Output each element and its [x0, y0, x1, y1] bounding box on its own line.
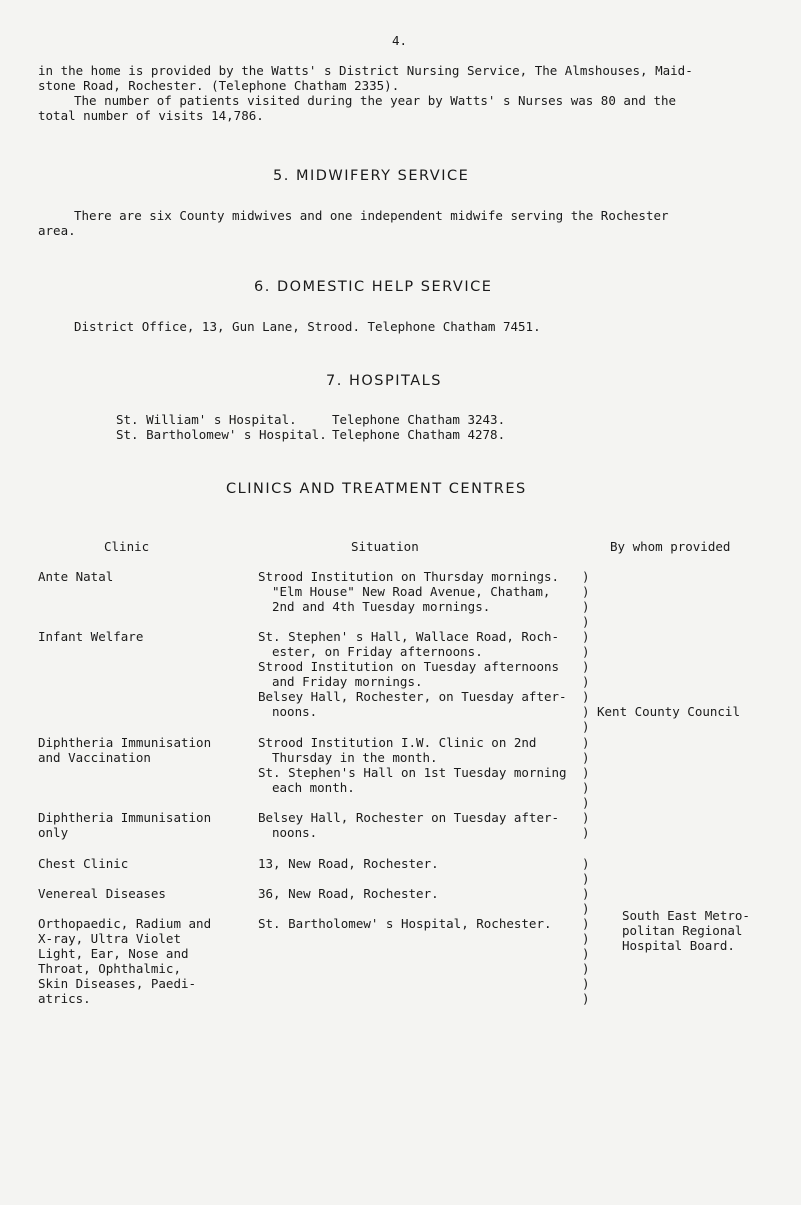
bracket-mark: ) — [582, 780, 590, 795]
column-header-provider: By whom provided — [610, 539, 731, 554]
bracket-mark: ) — [582, 856, 590, 871]
column-header-situation: Situation — [351, 539, 419, 554]
situation-line: noons. — [272, 825, 318, 840]
bracket-mark: ) — [582, 719, 590, 734]
bracket-mark: ) — [582, 644, 590, 659]
provider-semrhb: Hospital Board. — [622, 938, 735, 953]
situation-line: St. Stephen' s Hall, Wallace Road, Roch- — [258, 629, 560, 644]
bracket-mark: ) — [582, 659, 590, 674]
clinic-name: Infant Welfare — [38, 629, 144, 644]
bracket-mark: ) — [582, 991, 590, 1006]
bracket-mark: ) — [582, 795, 590, 810]
midwifery-heading: 5. MIDWIFERY SERVICE — [273, 168, 470, 184]
clinic-name: Throat, Ophthalmic, — [38, 961, 181, 976]
bracket-mark: ) — [582, 674, 590, 689]
bracket-mark: ) — [582, 901, 590, 916]
page-number: 4. — [392, 33, 408, 48]
clinic-name: Ante Natal — [38, 569, 114, 584]
situation-line: noons. — [272, 704, 318, 719]
clinic-name: Light, Ear, Nose and — [38, 946, 189, 961]
situation-line: Strood Institution on Tuesday afternoons — [258, 659, 560, 674]
situation-line: Belsey Hall, Rochester on Tuesday after- — [258, 810, 560, 825]
bracket-mark: ) — [582, 750, 590, 765]
bracket-mark: ) — [582, 735, 590, 750]
bracket-mark: ) — [582, 916, 590, 931]
bracket-mark: ) — [582, 886, 590, 901]
situation-line: "Elm House" New Road Avenue, Chatham, — [272, 584, 551, 599]
provider-semrhb: South East Metro- — [622, 908, 750, 923]
provider-semrhb: politan Regional — [622, 923, 743, 938]
situation-line: Strood Institution on Thursday mornings. — [258, 569, 560, 584]
bracket-mark: ) — [582, 961, 590, 976]
domestic-help-heading: 6. DOMESTIC HELP SERVICE — [254, 279, 493, 295]
hospital-name: St. William' s Hospital. — [116, 412, 297, 427]
hospital-phone: Telephone Chatham 4278. — [332, 427, 506, 442]
bracket-mark: ) — [582, 599, 590, 614]
clinic-name: Diphtheria Immunisation — [38, 735, 212, 750]
column-header-clinic: Clinic — [104, 539, 150, 554]
hospital-name: St. Bartholomew' s Hospital. — [116, 427, 327, 442]
situation-line: each month. — [272, 780, 355, 795]
clinic-name: Venereal Diseases — [38, 886, 166, 901]
situation-line: 13, New Road, Rochester. — [258, 856, 439, 871]
hospital-phone: Telephone Chatham 3243. — [332, 412, 506, 427]
clinic-name: atrics. — [38, 991, 91, 1006]
hospitals-heading: 7. HOSPITALS — [326, 373, 442, 389]
bracket-mark: ) — [582, 704, 590, 719]
bracket-mark: ) — [582, 629, 590, 644]
midwifery-text: There are six County midwives and one independent midwife serving the Rochester — [74, 208, 669, 223]
situation-line: Thursday in the month. — [272, 750, 438, 765]
bracket-mark: ) — [582, 931, 590, 946]
intro-line: total number of visits 14,786. — [38, 108, 264, 123]
intro-line: The number of patients visited during the year by Watts' s Nurses was 80 and the — [74, 93, 677, 108]
bracket-mark: ) — [582, 825, 590, 840]
bracket-mark: ) — [582, 976, 590, 991]
clinic-name: and Vaccination — [38, 750, 151, 765]
bracket-mark: ) — [582, 569, 590, 584]
clinic-name: Chest Clinic — [38, 856, 129, 871]
midwifery-text: area. — [38, 223, 76, 238]
bracket-mark: ) — [582, 584, 590, 599]
clinic-name: only — [38, 825, 69, 840]
situation-line: St. Bartholomew' s Hospital, Rochester. — [258, 916, 552, 931]
bracket-mark: ) — [582, 871, 590, 886]
provider-kcc: Kent County Council — [597, 704, 740, 719]
bracket-mark: ) — [582, 810, 590, 825]
situation-line: ester, on Friday afternoons. — [272, 644, 483, 659]
bracket-mark: ) — [582, 765, 590, 780]
situation-line: Belsey Hall, Rochester, on Tuesday after- — [258, 689, 567, 704]
bracket-mark: ) — [582, 946, 590, 961]
clinics-heading: CLINICS AND TREATMENT CENTRES — [226, 481, 527, 497]
clinic-name: X-ray, Ultra Violet — [38, 931, 181, 946]
clinic-name: Diphtheria Immunisation — [38, 810, 212, 825]
clinic-name: Orthopaedic, Radium and — [38, 916, 212, 931]
intro-line: in the home is provided by the Watts' s District Nursing Service, The Almshouses, Maid- — [38, 63, 693, 78]
situation-line: 2nd and 4th Tuesday mornings. — [272, 599, 491, 614]
situation-line: Strood Institution I.W. Clinic on 2nd — [258, 735, 537, 750]
bracket-mark: ) — [582, 614, 590, 629]
domestic-help-text: District Office, 13, Gun Lane, Strood. Telephone Chatham 7451. — [74, 319, 541, 334]
situation-line: St. Stephen's Hall on 1st Tuesday morning — [258, 765, 567, 780]
situation-line: 36, New Road, Rochester. — [258, 886, 439, 901]
intro-line: stone Road, Rochester. (Telephone Chatham 2335). — [38, 78, 400, 93]
clinic-name: Skin Diseases, Paedi- — [38, 976, 197, 991]
bracket-mark: ) — [582, 689, 590, 704]
situation-line: and Friday mornings. — [272, 674, 423, 689]
